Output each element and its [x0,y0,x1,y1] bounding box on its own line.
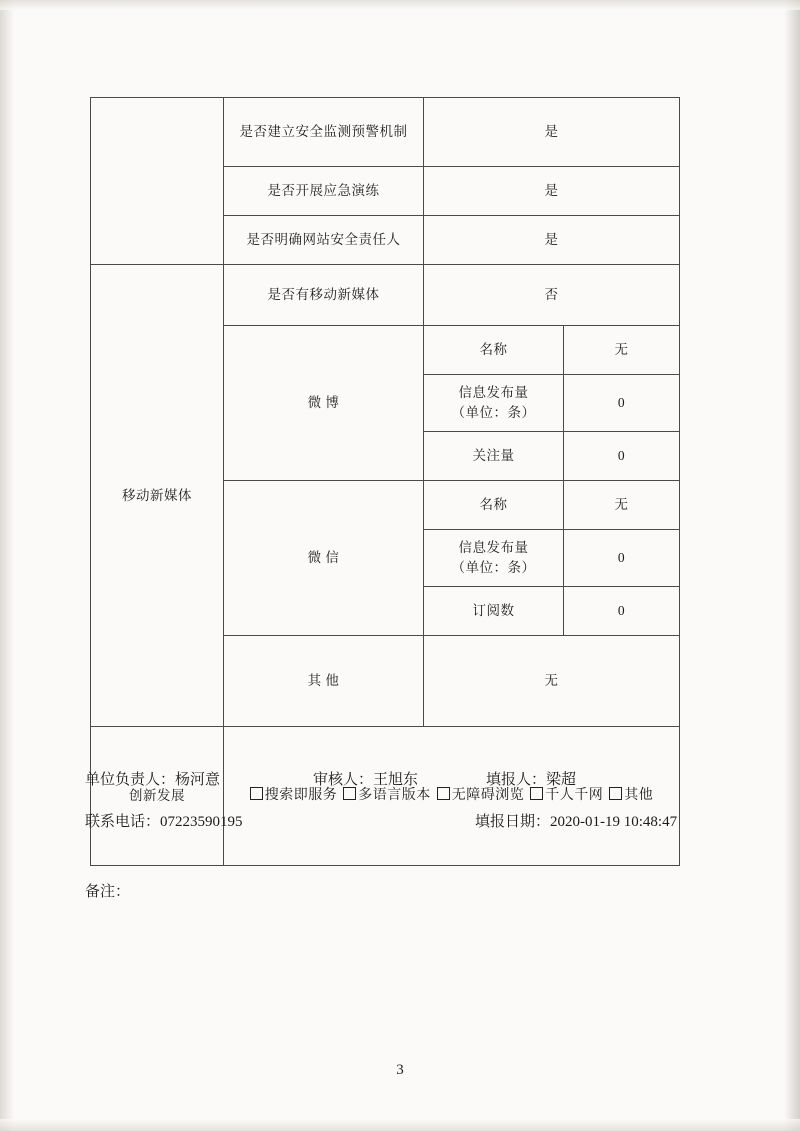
row-value-has-mobile-media: 否 [424,265,680,326]
page-number: 3 [396,1062,404,1078]
other-media-label: 其 他 [224,636,424,727]
weibo-name-value: 无 [564,326,680,375]
category-innovation: 创新发展 [91,727,224,866]
filler-value: 梁超 [546,772,577,788]
weibo-label: 微 博 [224,326,424,481]
scan-edge-left [0,0,14,1131]
filler-label: 填报人： [486,772,547,788]
scan-edge-top [0,0,800,10]
weibo-publish-count-value: 0 [564,375,680,432]
option-label-accessibility: 无障碍浏览 [451,787,525,803]
table-row [91,265,680,326]
weixin-subscribers-label: 订阅数 [424,587,564,636]
form-table [90,97,680,866]
row-value-security-owner: 是 [424,216,680,265]
row-value-emergency-drill: 是 [424,167,680,216]
date-label: 填报日期： [475,814,551,830]
weixin-name-label: 名称 [424,481,564,530]
reviewer-label: 审核人： [313,772,374,788]
weibo-publish-count-label [424,375,564,432]
remark-label: 备注： [85,884,131,900]
footer-row-contact [85,810,715,852]
filler-field [486,768,576,789]
row-label-safety-monitor: 是否建立安全监测预警机制 [224,98,424,167]
row-label-emergency-drill: 是否开展应急演练 [224,167,424,216]
weixin-publish-count-label [424,530,564,587]
reviewer-field [313,768,418,789]
weixin-publish-count-label-line2: （单位：条） [451,560,536,575]
unit-leader-field [85,768,220,789]
row-label-has-mobile-media: 是否有移动新媒体 [224,265,424,326]
phone-field [85,810,243,831]
phone-label: 联系电话： [85,814,161,830]
weixin-publish-count-value: 0 [564,530,680,587]
weixin-name-value: 无 [564,481,680,530]
weixin-publish-count-label-line1: 信息发布量 [458,540,529,556]
weibo-publish-count-label-line2: （单位：条） [451,405,536,420]
unit-leader-value: 杨河意 [175,772,221,788]
reviewer-value: 王旭东 [373,772,419,788]
category-mobile-new-media: 移动新媒体 [91,265,224,727]
unit-leader-label: 单位负责人： [85,772,176,788]
row-value-safety-monitor: 是 [424,98,680,167]
footer-fields [85,768,715,852]
option-label-personalization: 千人千网 [545,787,604,803]
weixin-subscribers-value: 0 [564,587,680,636]
option-label-search-as-service: 搜索即服务 [264,787,338,803]
phone-value: 07223590195 [160,814,243,830]
option-label-multilingual: 多语言版本 [358,787,431,803]
form-table-wrapper [90,97,679,866]
scan-edge-right [784,0,800,1131]
row-label-security-owner: 是否明确网站安全责任人 [224,216,424,265]
footer-row-people [85,768,715,810]
weibo-publish-count-label-line1: 信息发布量 [458,385,529,401]
weixin-label: 微 信 [224,481,424,636]
date-value: 2020-01-19 10:48:47 [550,814,678,830]
option-label-other: 其他 [624,787,654,803]
date-field [475,810,677,831]
other-media-value: 无 [424,636,680,727]
table-row [91,98,680,167]
security-category-cell [91,98,224,265]
weibo-followers-value: 0 [564,432,680,481]
weibo-followers-label: 关注量 [424,432,564,481]
scan-edge-bottom [0,1119,800,1131]
weibo-name-label: 名称 [424,326,564,375]
